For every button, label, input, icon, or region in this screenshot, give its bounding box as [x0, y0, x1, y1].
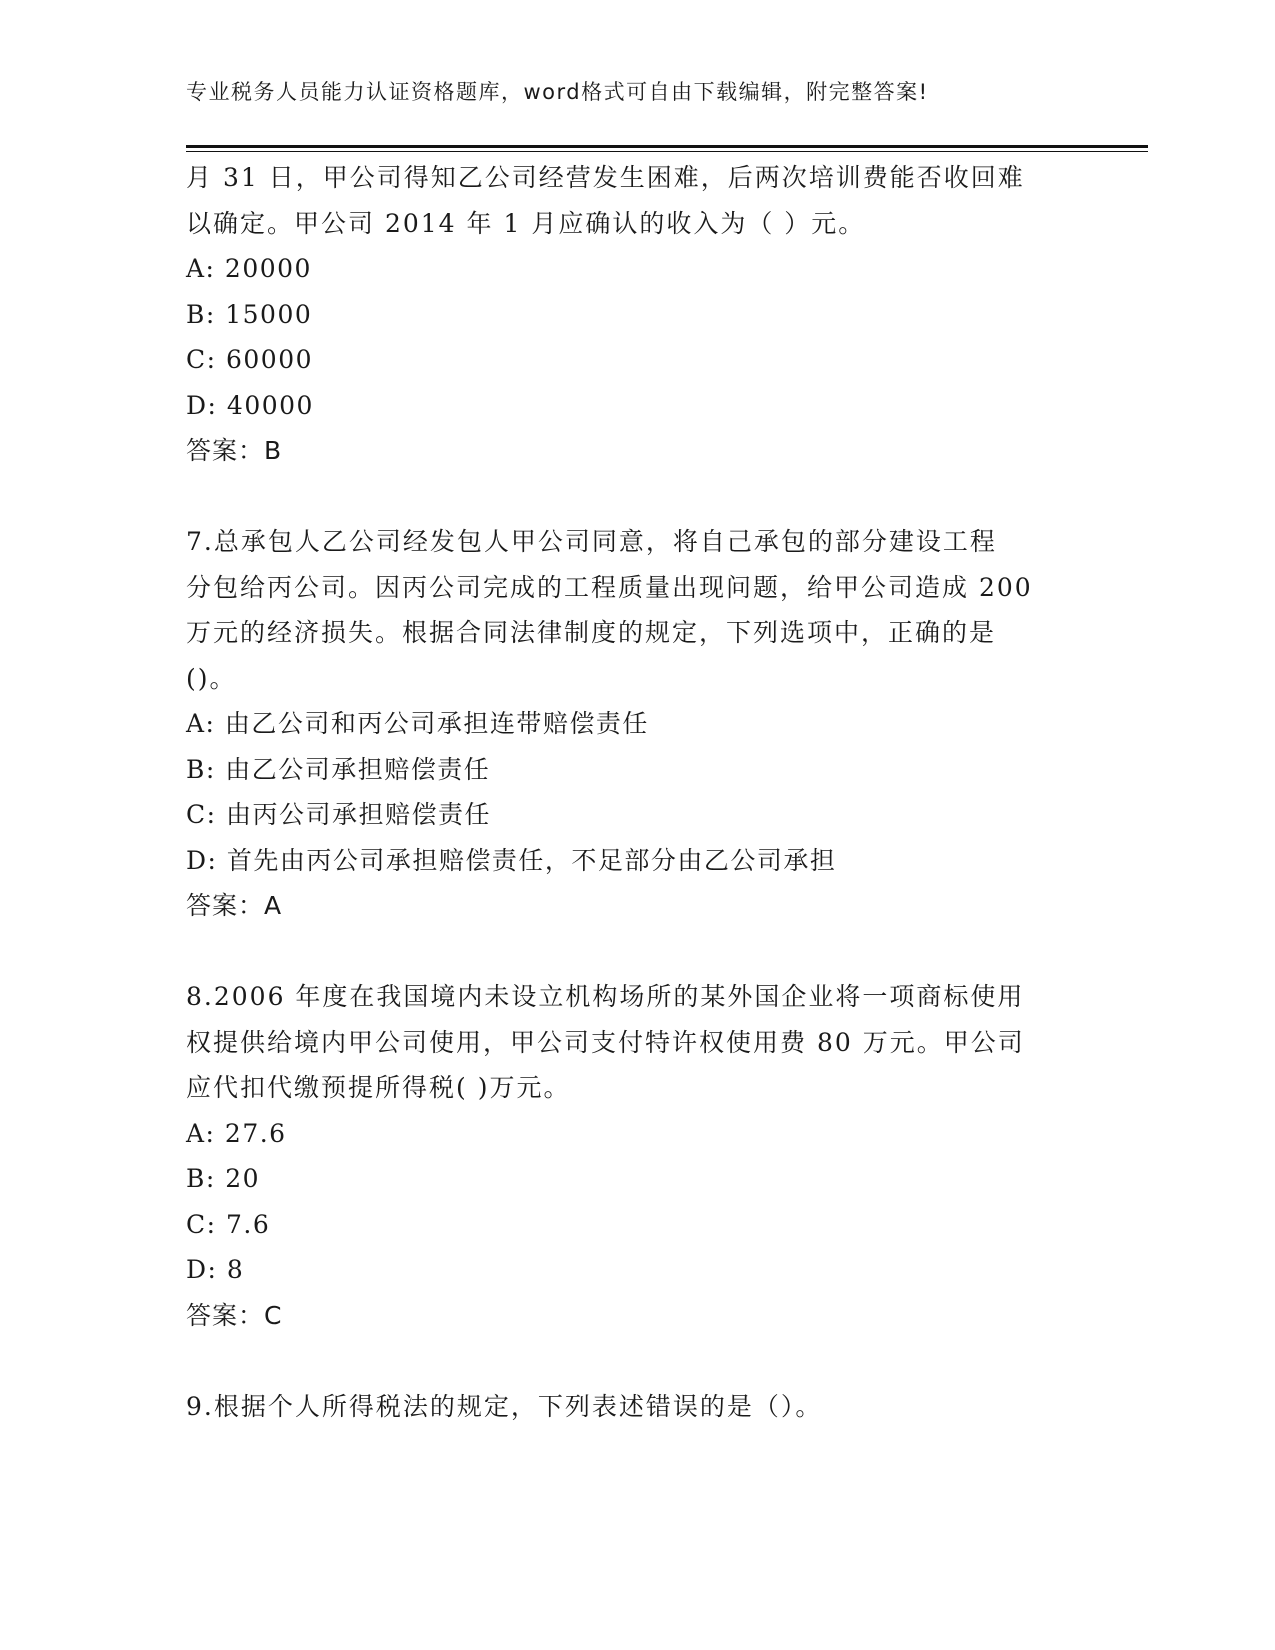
question-text-line: 分包给丙公司。因丙公司完成的工程质量出现问题，给甲公司造成 200 — [186, 572, 1033, 602]
question-text-line: 7.总承包人乙公司经发包人甲公司同意，将自己承包的部分建设工程 — [186, 527, 997, 556]
option-b: B: 由乙公司承担赔偿责任 — [186, 754, 491, 784]
option-d: D: 40000 — [186, 390, 314, 420]
page-header: 专业税务人员能力认证资格题库，word格式可自由下载编辑，附完整答案! — [186, 80, 929, 104]
question-text-line: 万元的经济损失。根据合同法律制度的规定，下列选项中，正确的是 — [186, 618, 997, 647]
question-text-line: 以确定。甲公司 2014 年 1 月应确认的收入为（ ）元。 — [186, 208, 866, 238]
option-c: C: 由丙公司承担赔偿责任 — [186, 800, 491, 829]
option-a: A: 27.6 — [186, 1118, 287, 1148]
question-text-line: 月 31 日，甲公司得知乙公司经营发生困难，后两次培训费能否收回难 — [186, 163, 1025, 192]
spacer — [186, 929, 1086, 975]
answer-label: 答案：B — [186, 436, 283, 465]
option-c: C: 60000 — [186, 345, 314, 374]
option-a: A: 由乙公司和丙公司承担连带赔偿责任 — [186, 709, 649, 738]
option-d: D: 8 — [186, 1255, 245, 1284]
option-b: B: 15000 — [186, 299, 313, 329]
answer-label: 答案：C — [186, 1300, 283, 1330]
option-a: A: 20000 — [186, 254, 312, 283]
header-rule-thin — [186, 151, 1148, 152]
option-d: D: 首先由丙公司承担赔偿责任，不足部分由乙公司承担 — [186, 845, 837, 875]
question-8 — [186, 974, 1086, 1338]
question-text-line: ()。 — [186, 663, 237, 693]
option-b: B: 20 — [186, 1164, 261, 1193]
question-text-line: 权提供给境内甲公司使用，甲公司支付特许权使用费 80 万元。甲公司 — [186, 1027, 1025, 1057]
answer-label: 答案：A — [186, 891, 283, 920]
question-6 — [186, 155, 1086, 474]
spacer — [186, 474, 1086, 520]
question-text-line: 9.根据个人所得税法的规定，下列表述错误的是（）。 — [186, 1391, 823, 1421]
document-body — [186, 155, 1086, 1429]
header-rule-thick — [186, 145, 1148, 148]
question-7 — [186, 519, 1086, 929]
question-text-line: 应代扣代缴预提所得税( )万元。 — [186, 1073, 571, 1102]
question-text-line: 8.2006 年度在我国境内未设立机构场所的某外国企业将一项商标使用 — [186, 982, 1025, 1011]
question-9 — [186, 1384, 1086, 1430]
spacer — [186, 1338, 1086, 1384]
option-c: C: 7.6 — [186, 1209, 271, 1239]
